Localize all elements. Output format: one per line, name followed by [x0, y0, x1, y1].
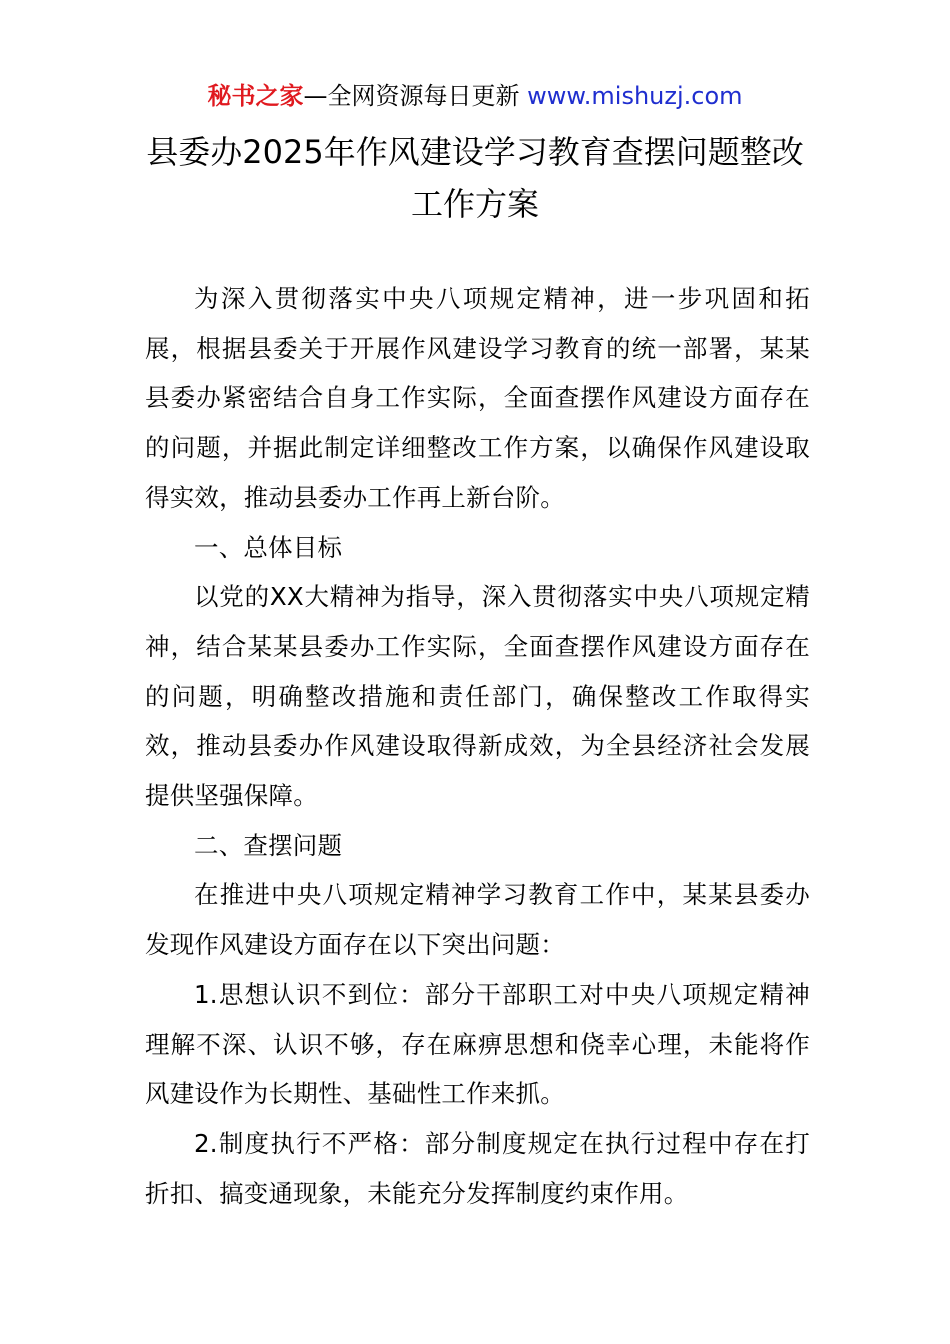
document-title-line-2: 工作方案 [410, 185, 539, 223]
problem-item-1: 1.思想认识不到位：部分干部职工对中央八项规定精神理解不深、认识不够，存在麻痹思想和侥幸心理，未能将作风建设作为长期性、基础性工作来抓。 [145, 979, 810, 1109]
problem-item-2: 2.制度执行不严格：部分制度规定在执行过程中存在打折扣、搞变通现象，未能充分发挥制度约束作用。 [145, 1128, 810, 1208]
document-body [145, 274, 810, 1218]
site-header [0, 80, 950, 112]
site-brand: 秘书之家 [207, 82, 304, 110]
document-title-line-1: 县委办2025年作风建设学习教育查摆问题整改 [146, 133, 804, 171]
goal-paragraph: 以党的XX大精神为指导，深入贯彻落实中央八项规定精神，结合某某县委办工作实际，全面查摆作风建设方面存在的问题，明确整改措施和责任部门，确保整改工作取得实效，推动县委办作风建设取得新成效，为全县经济社会发展提供坚强保障。 [145, 582, 810, 811]
document-title [60, 126, 890, 230]
problems-intro-paragraph: 在推进中央八项规定精神学习教育工作中，某某县委办发现作风建设方面存在以下突出问题： [145, 880, 810, 960]
site-tagline: —全网资源每日更新 [303, 82, 528, 110]
section-heading-problems: 二、查摆问题 [194, 830, 343, 860]
section-heading-overall-goal: 一、总体目标 [194, 532, 343, 562]
intro-paragraph: 为深入贯彻落实中央八项规定精神，进一步巩固和拓展，根据县委关于开展作风建设学习教育的统一部署，某某县委办紧密结合自身工作实际，全面查摆作风建设方面存在的问题，并据此制定详细整改工作方案，以确保作风建设取得实效，推动县委办工作再上新台阶。 [145, 284, 810, 512]
site-url-link[interactable]: www.mishuzj.com [527, 82, 743, 110]
